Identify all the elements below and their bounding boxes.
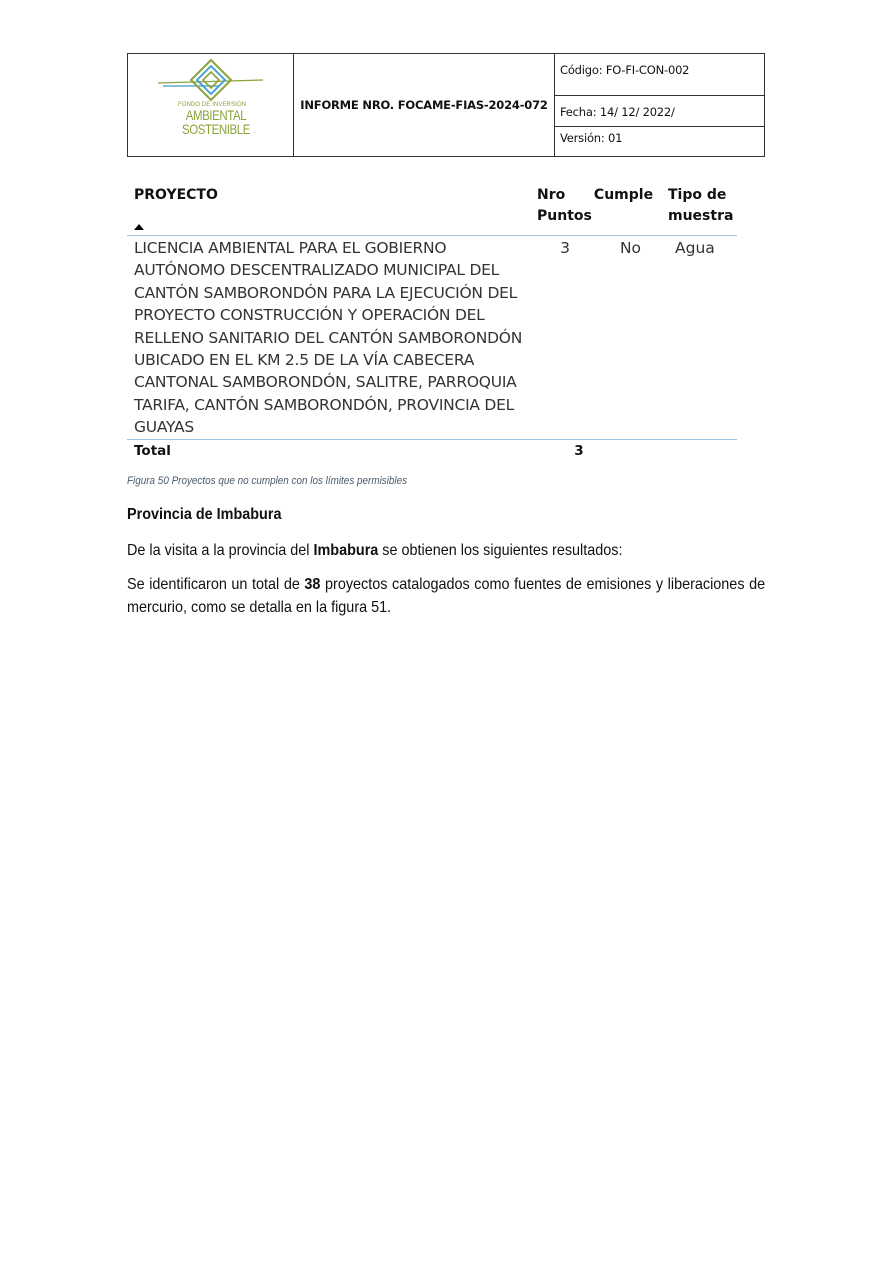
cell-puntos: 3 bbox=[560, 239, 570, 257]
projects-table bbox=[127, 183, 737, 462]
logo-line-2: SOSTENIBLE bbox=[182, 121, 250, 137]
total-label: Total bbox=[134, 442, 171, 459]
logo-wordmark bbox=[182, 108, 250, 136]
column-header-proyecto[interactable]: PROYECTO bbox=[134, 187, 218, 203]
logo bbox=[128, 54, 294, 156]
report-title: INFORME NRO. FOCAME-FIAS-2024-072 bbox=[294, 54, 555, 156]
para2-text-b: proyectos catalogados como fuentes de emisiones y liberaciones de mercurio, como se detalla en la figura 51. bbox=[127, 576, 766, 616]
sort-ascending-icon[interactable] bbox=[134, 224, 144, 230]
paragraph-projects bbox=[127, 573, 765, 619]
document-date: Fecha: 14/ 12/ 2022/ bbox=[555, 96, 764, 127]
figure-caption: Figura 50 Proyectos que no cumplen con los límites permisibles bbox=[127, 475, 408, 487]
para1-bold: Imbabura bbox=[313, 542, 379, 559]
cell-tipo: Agua bbox=[675, 239, 715, 257]
column-header-cumple[interactable]: Cumple bbox=[593, 187, 654, 203]
section-title: Provincia de Imbabura bbox=[127, 506, 282, 523]
column-header-tipo-muestra[interactable]: Tipo de muestra bbox=[668, 187, 734, 224]
logo-line-1: AMBIENTAL bbox=[185, 107, 247, 123]
total-value: 3 bbox=[574, 442, 584, 459]
cell-proyecto: LICENCIA AMBIENTAL PARA EL GOBIERNO AUTÓNOMO DESCENTRALIZADO MUNICIPAL DEL CANTÓN SAMBORONDÓN PARA LA EJECUCIÓN DEL PROYECTO CONSTRUCCIÓN Y OPERACIÓN DEL RELLENO SANITARIO DEL CANTÓN SAMBORONDÓN UBICADO EN EL KM 2.5 DE LA VÍA CABECERA CANTONAL SAMBORONDÓN, SALITRE, PARROQUIA TARIFA, CANTÓN SAMBORONDÓN, PROVINCIA DEL GUAYAS bbox=[134, 239, 523, 437]
column-header-nro-puntos[interactable]: Nro Puntos bbox=[537, 187, 592, 224]
document-meta bbox=[555, 54, 764, 156]
para1-text-b: se obtienen los siguientes resultados: bbox=[378, 542, 623, 559]
cell-cumple: No bbox=[619, 239, 642, 257]
para2-bold: 38 bbox=[304, 576, 321, 593]
para1-text-a: De la visita a la provincia del bbox=[127, 542, 314, 559]
para2-text-a: Se identificaron un total de bbox=[127, 576, 305, 593]
logo-small-text: FONDO DE INVERSIÓN bbox=[178, 102, 247, 108]
table-header-row bbox=[127, 183, 737, 236]
document-header bbox=[127, 53, 765, 157]
document-version: Versión: 01 bbox=[560, 131, 623, 145]
para2-body bbox=[127, 573, 765, 619]
document-code: Código: FO-FI-CON-002 bbox=[555, 54, 764, 96]
table-total-row bbox=[127, 440, 737, 462]
paragraph-visit bbox=[127, 539, 765, 562]
diamond-logo-icon bbox=[158, 58, 268, 108]
table-row bbox=[127, 236, 737, 440]
